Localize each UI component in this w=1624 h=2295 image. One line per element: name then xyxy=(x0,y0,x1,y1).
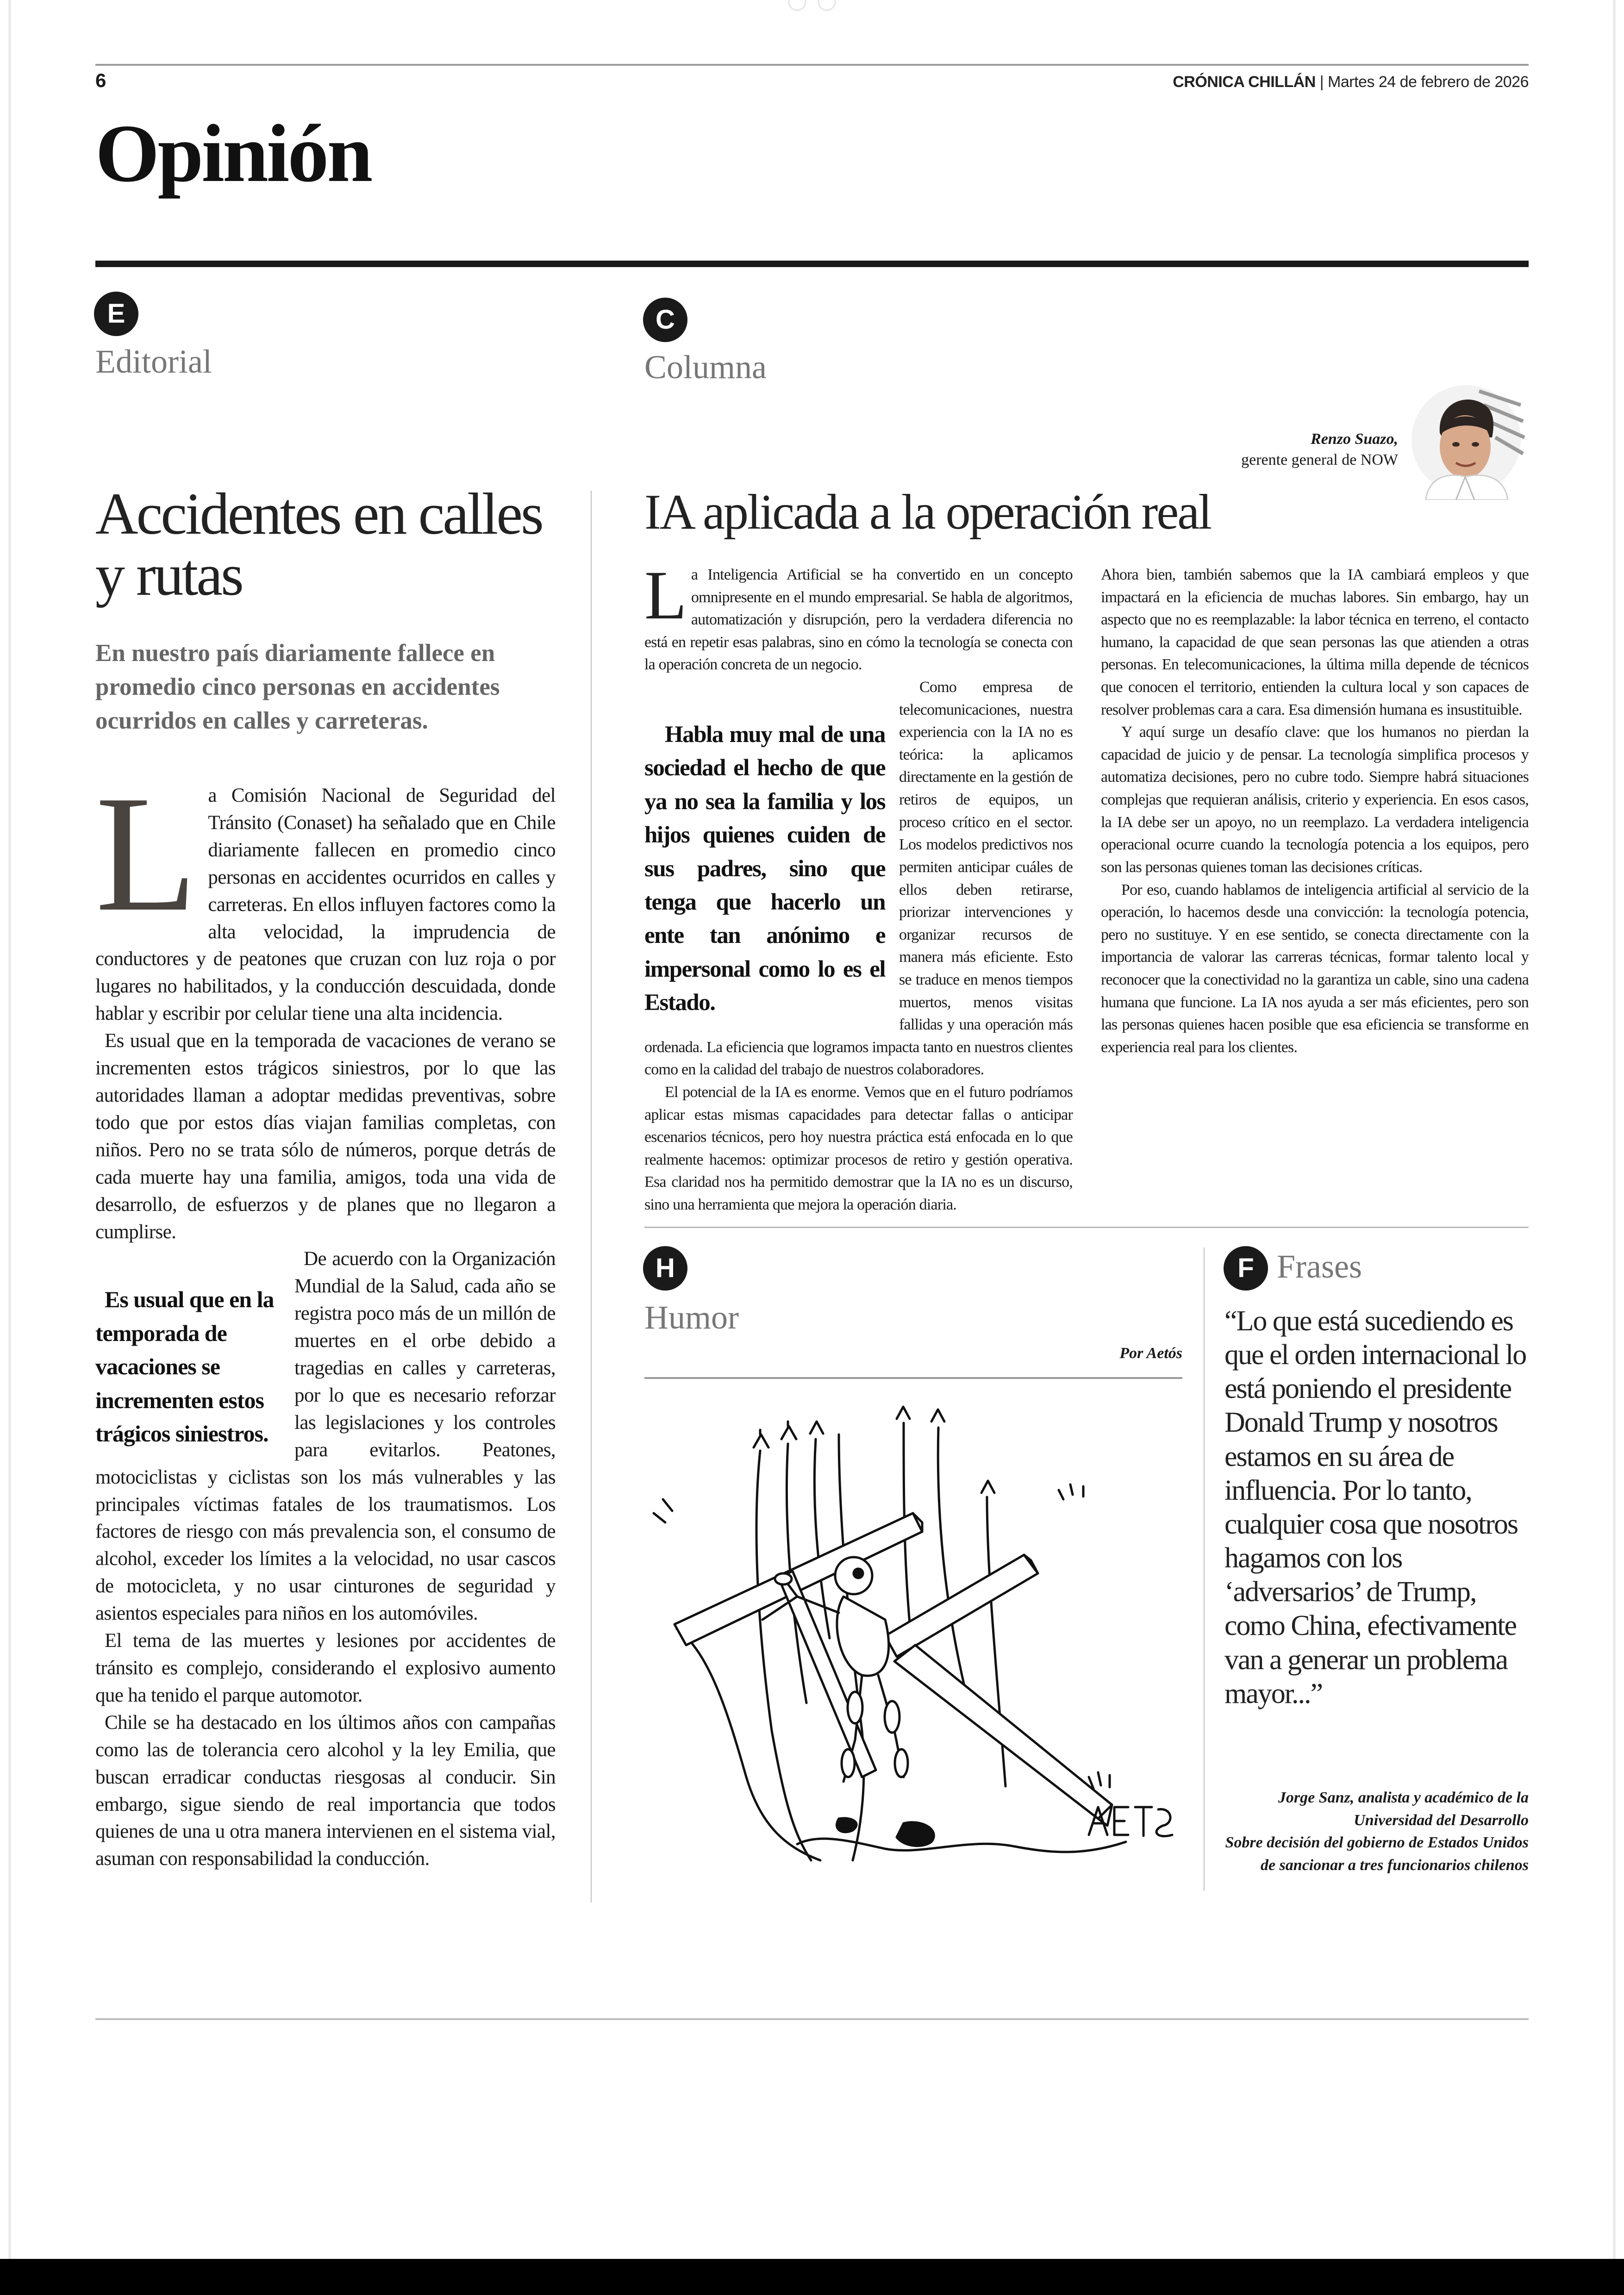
editorial-body xyxy=(95,761,556,1873)
mid-rule xyxy=(644,1227,1529,1228)
bottom-bar xyxy=(0,2259,1624,2295)
editorial-deck: En nuestro país diariamente fallece en promedio cinco personas en accidentes ocurridos en calles y carreteras. xyxy=(95,640,500,735)
column-headline: IA aplicada a la operación real xyxy=(644,485,1211,540)
frases-label: Frases xyxy=(1277,1248,1362,1285)
cartoon-illustration xyxy=(644,1379,1182,1892)
frases-attribution-context: Sobre decisión del gobierno de Estados Unidos de sancionar a tres funcionarios chilenos xyxy=(1225,1834,1529,1874)
bottom-rule xyxy=(95,2018,1529,2020)
publication-name: CRÓNICA CHILLÁN xyxy=(1173,73,1316,91)
column-author-role: gerente general de NOW xyxy=(1241,451,1398,468)
column-paragraph-6: Por eso, cuando hablamos de inteligencia artificial al servicio de la operación, lo hacemos desde una convicción: la tecnología potencia, pero no sustituye. Y en ese sentido, se conecta directamente con la importancia de valorar las carreras técnicas, formar talento local y reconocer que la conectividad no la garantiza un cable, sino una cadena humana que funcione. La IA nos ayuda a ser más eficientes, pero son las personas quienes hacen posible que esa eficiencia se transforme en experiencia real para los clientes. xyxy=(1101,881,1529,1056)
author-photo xyxy=(1410,377,1525,500)
masthead xyxy=(1173,73,1529,91)
cartoon-frame xyxy=(644,1377,1182,1892)
editorial-paragraph xyxy=(95,1246,556,1628)
frases-attribution xyxy=(1222,1787,1529,1877)
right-page-edge xyxy=(1613,0,1616,2259)
frases-divider xyxy=(1204,1247,1205,1891)
column-label: Columna xyxy=(644,349,767,386)
pagination-dots-icon[interactable] xyxy=(787,0,838,12)
section-rule xyxy=(95,261,1529,267)
column-paragraph-5: Y aquí surge un desafío clave: que los humanos no pierdan la capacidad de juicio y de pensar. La tecnología simplifica procesos y automatiza decisiones, pero no cubre todo. Siempre habrá situaciones complejas que requieran análisis, criterio y experiencia. En esos casos, la IA debe ser un apoyo, no un reemplazo. La verdadera inteligencia operacional ocurre cuando la tecnología potencia a los equipos, pero son las personas quienes toman las decisiones críticas. xyxy=(1101,723,1529,876)
column-paragraph-4: Ahora bien, también sabemos que la IA cambiará empleos y que impactará en la eficiencia de muchas labores. Sin embargo, hay un aspecto que no es reemplazable: la labor técnica en terreno, el contacto humano, la capacidad de que sean personas las que atienden a otras personas. En telecomunicaciones, la última milla depende de técnicos que conocen el territorio, entienden la cultura local y son capaces de resolver problemas cara a cara. Esa dimensión humana es insustituible. xyxy=(1101,566,1529,718)
publication-date: Martes 24 de febrero de 2026 xyxy=(1328,73,1529,91)
frases-quote: “Lo que está sucediendo es que el orden internacional lo está poniendo el presidente Donald Trump y nosotros estamos en su área de influencia. Por lo tanto, cualquier cosa que nosotros hagamos con los ‘adversarios’ de Trump, como China, efectivamente van a generar un problema mayor...” xyxy=(1224,1305,1526,1709)
editorial-dropcap: L xyxy=(95,761,197,946)
editorial-paragraph-5: Chile se ha destacado en los últimos años con campañas como las de tolerancia cero alcohol y la ley Emilia, que buscan erradicar conductas riesgosas al conducir. Sin embargo, sigue siendo de real importancia que todos quienes de una u otra manera intervienen en el sistema vial, asuman con responsabilidad la conducción. xyxy=(95,1711,556,1870)
column-paragraph-3: El potencial de la IA es enorme. Vemos que en el futuro podríamos aplicar estas mismas capacidades para detectar fallas o anticipar escenarios técnicos, pero hoy nuestra práctica está enfocada en lo que realmente hacemos: optimizar procesos de retiro y gestión operativa. Esa claridad nos ha permitido demostrar que la IA no es un discurso, sino una herramienta que mejora la operación diaria. xyxy=(644,1084,1073,1214)
column-pullquote: Habla muy mal de una sociedad el hecho de que ya no sea la familia y los hijos quienes cuiden de sus padres, sino que tenga que hacerlo un ente tan anónimo e impersonal como lo es el Estado. xyxy=(644,722,885,1016)
column-paragraph xyxy=(644,557,1073,676)
column-paragraph-1: a Inteligencia Artificial se ha convertido en un concepto omnipresente en el mundo empresarial. Se habla de algoritmos, automatización y disrupción, pero la verdadera diferencia no está en repetir esas palabras, sino en cómo la tecnología se conecta con la operación concreta de un negocio. xyxy=(644,566,1073,674)
section-title: Opinión xyxy=(95,107,371,199)
editorial-pullquote: Es usual que en la temporada de vacaciones se incrementen estos trágicos siniestros. xyxy=(95,1286,274,1447)
top-rule xyxy=(95,64,1529,66)
frases-attribution-author: Jorge Sanz, analista y académico de la Universidad del Desarrollo xyxy=(1278,1789,1529,1829)
humor-badge: H xyxy=(643,1246,687,1291)
cartoon-credit: Por Aetós xyxy=(1119,1345,1182,1362)
editorial-headline: Accidentes en calles y rutas xyxy=(95,481,542,608)
column-paragraph-2: Como empresa de telecomunicaciones, nuestra experiencia con la IA no es teórica: la aplicamos directamente en la gestión de retiros de equipos, un proceso crítico en el sector. Los modelos predictivos nos permiten anticipar cuáles de ellos deben retirarse, priorizar intervenciones y organizar recursos de manera más eficiente. Esto se traduce en menos tiempos muertos, menos visitas fallidas y una operación más ordenada. La eficiencia que logramos impacta tanto en nuestros clientes como en la calidad del trabajo de nuestros colaboradores. xyxy=(644,679,1073,1079)
editorial-paragraph-3: De acuerdo con la Organización Mundial de la Salud, cada año se registra poco más de un millón de muertes en el orbe debido a tragedias en calles y carreteras, por lo que es necesario reforzar las legislaciones y los controles para evitarlos. Peatones, motociclistas y ciclistas son los más vulnerables y las principales víctimas fatales de los traumatismos. Los factores de riesgo con más prevalencia son, el consumo de alcohol, exceder los límites a la velocidad, no usar cascos de motocicleta, y no usar cinturones de seguridad y asientos especiales para niños en los automóviles. xyxy=(95,1248,556,1625)
column-divider xyxy=(591,491,592,1902)
editorial-paragraph xyxy=(95,761,556,1028)
column-dropcap: L xyxy=(644,557,687,634)
frases-badge: F xyxy=(1224,1246,1268,1291)
column-body-right xyxy=(1101,564,1529,1059)
column-badge: C xyxy=(643,298,687,342)
editorial-paragraph-1: a Comisión Nacional de Seguridad del Tránsito (Conaset) ha señalado que en Chile diariamente fallecen en promedio cinco personas en accidentes ocurridos en calles y carreteras. En ellos influyen factores como la alta velocidad, la imprudencia de conductores y de peatones que cruzan con luz roja o por lugares no habilitados, y la conducción descuidada, donde hablar y escribir por celular tiene una alta incidencia. xyxy=(95,785,556,1025)
editorial-badge: E xyxy=(94,292,138,336)
column-author-name: Renzo Suazo, xyxy=(1311,430,1398,448)
page-number: 6 xyxy=(95,69,106,91)
masthead-separator: | xyxy=(1319,73,1324,91)
editorial-paragraph-4: El tema de las muertes y lesiones por accidentes de tránsito es complejo, considerando el explosivo aumento que ha tenido el parque automotor. xyxy=(95,1630,556,1706)
editorial-paragraph-2: Es usual que en la temporada de vacaciones de verano se incrementen estos trágicos siniestros, por lo que las autoridades llaman a adoptar medidas preventivas, sobre todo que por estos días viajan familias completas, con niños. Pero no se trata sólo de números, porque detrás de cada muerte hay una familia, amigos, toda una vida de desarrollo, de esfuerzos y de planes que no llegaron a cumplirse. xyxy=(95,1030,556,1243)
left-page-edge xyxy=(8,0,11,2259)
column-body-left xyxy=(644,557,1073,1216)
column-paragraph xyxy=(644,676,1073,1081)
humor-label: Humor xyxy=(644,1299,739,1336)
editorial-label: Editorial xyxy=(95,343,212,380)
